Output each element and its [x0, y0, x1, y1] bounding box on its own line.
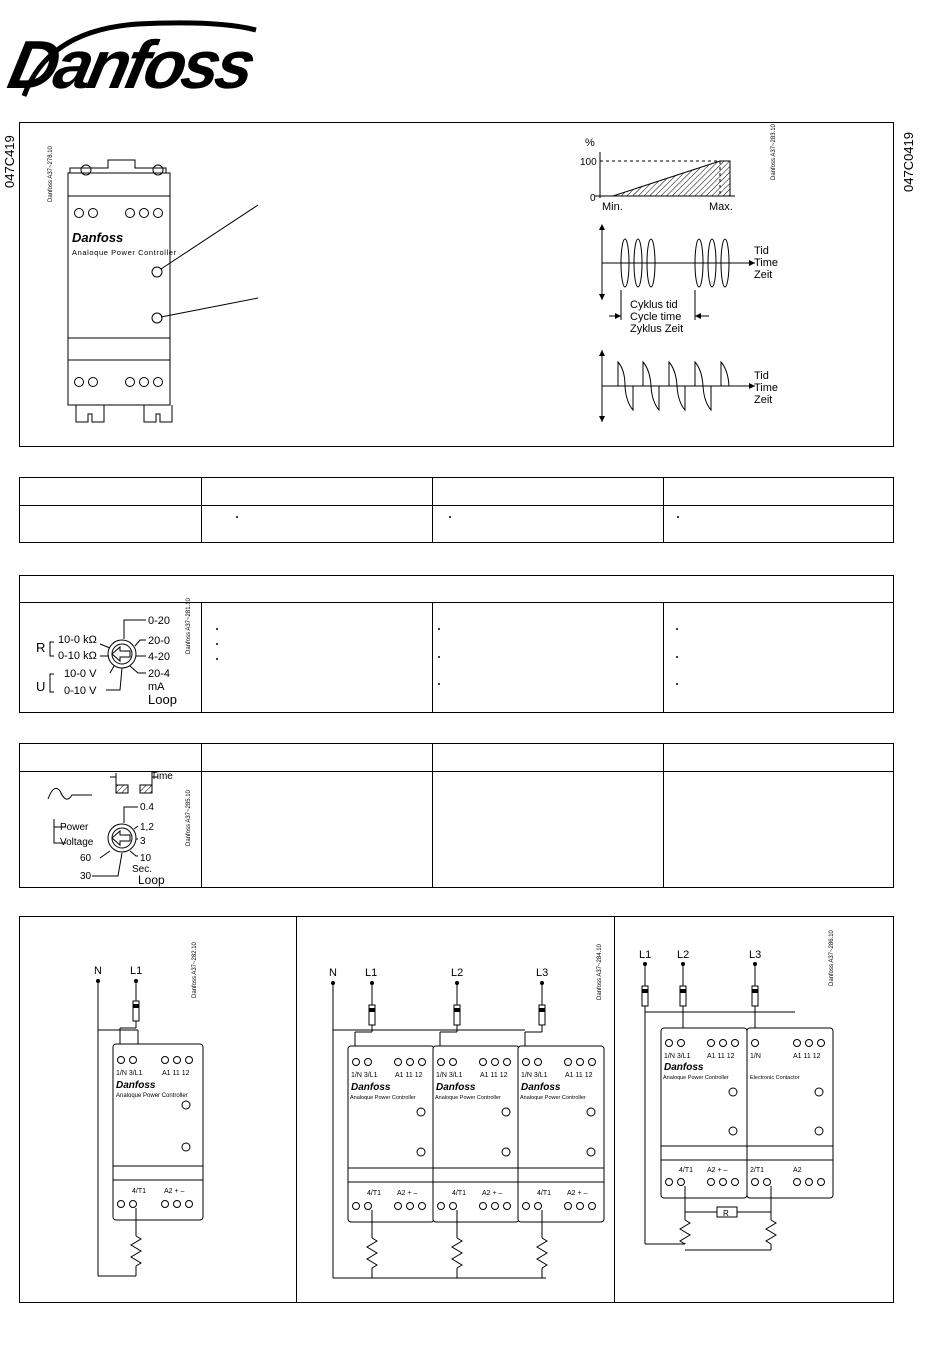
svg-text:20-0: 20-0 — [148, 635, 171, 647]
svg-text:Danfoss A37~282.10: Danfoss A37~282.10 — [192, 942, 198, 998]
svg-text:L3: L3 — [749, 949, 762, 961]
svg-text:1/N 3/L1: 1/N 3/L1 — [116, 1070, 143, 1077]
svg-text:Danfoss A37~286.10: Danfoss A37~286.10 — [829, 930, 835, 986]
svg-text:L1: L1 — [639, 949, 652, 961]
svg-text:R: R — [36, 640, 46, 655]
svg-text:A2: A2 — [793, 1167, 802, 1174]
svg-text:A1 11 12: A1 11 12 — [793, 1053, 821, 1060]
svg-text:20-4: 20-4 — [148, 668, 171, 680]
input-selector-dial — [30, 598, 200, 710]
svg-text:10-0 kΩ: 10-0 kΩ — [58, 634, 97, 646]
svg-text:1/N: 1/N — [750, 1053, 761, 1060]
svg-text:1/N 3/L1: 1/N 3/L1 — [664, 1053, 691, 1060]
svg-text:4/T1: 4/T1 — [132, 1188, 147, 1195]
svg-text:Danfoss: Danfoss — [2, 26, 259, 103]
waveform-diagram — [580, 124, 805, 435]
svg-text:4/T1: 4/T1 — [679, 1167, 694, 1174]
svg-text:Electronic Contactor: Electronic Contactor — [750, 1075, 800, 1081]
svg-text:1,2: 1,2 — [140, 822, 154, 833]
svg-text:4-20: 4-20 — [148, 651, 171, 663]
svg-text:Zeit: Zeit — [754, 394, 773, 406]
svg-text:Danfoss A37~281.10: Danfoss A37~281.10 — [186, 598, 192, 654]
svg-text:A2 + –: A2 + – — [164, 1188, 185, 1195]
svg-text:Analoque Power Controller: Analoque Power Controller — [350, 1095, 416, 1101]
svg-text:0-10 kΩ: 0-10 kΩ — [58, 650, 97, 662]
wiring-single-phase — [80, 942, 230, 1288]
svg-text:A1 11 12: A1 11 12 — [395, 1072, 423, 1079]
svg-text:R: R — [723, 1209, 729, 1218]
cycle-selector-dial — [30, 771, 200, 887]
svg-text:Cyklus tid: Cyklus tid — [630, 299, 678, 311]
svg-text:1/N 3/L1: 1/N 3/L1 — [351, 1072, 378, 1079]
device-drawing — [40, 146, 280, 430]
svg-text:Time: Time — [754, 257, 779, 269]
svg-text:Min.: Min. — [602, 201, 623, 213]
svg-text:Danfoss: Danfoss — [116, 1080, 156, 1091]
wiring-three-phase — [325, 944, 610, 1290]
svg-text:0.4: 0.4 — [140, 802, 154, 813]
svg-text:%: % — [585, 137, 595, 149]
svg-text:Time: Time — [754, 382, 779, 394]
svg-text:Cycle time: Cycle time — [630, 311, 682, 323]
svg-text:U: U — [36, 679, 46, 694]
svg-text:2/T1: 2/T1 — [750, 1167, 765, 1174]
svg-text:Tid: Tid — [754, 245, 769, 257]
svg-text:Danfoss A37~285.10: Danfoss A37~285.10 — [186, 790, 192, 846]
svg-text:Zeit: Zeit — [754, 269, 773, 281]
brand-logo — [2, 10, 263, 110]
svg-text:Tid: Tid — [754, 370, 769, 382]
svg-text:Sec.: Sec. — [132, 864, 153, 875]
doc-code-right: 047C0419 — [901, 132, 916, 192]
svg-text:Power: Power — [60, 822, 89, 833]
svg-text:Voltage: Voltage — [60, 837, 94, 848]
svg-text:Time: Time — [151, 771, 173, 782]
svg-text:0: 0 — [590, 193, 596, 204]
svg-text:mA: mA — [148, 681, 165, 693]
svg-text:L2: L2 — [451, 967, 464, 979]
svg-text:Zyklus Zeit: Zyklus Zeit — [630, 323, 684, 335]
svg-text:L1: L1 — [130, 965, 143, 977]
svg-text:10: 10 — [140, 853, 152, 864]
svg-text:4/T1: 4/T1 — [367, 1190, 382, 1197]
svg-text:Analoque Power Controller: Analoque Power Controller — [663, 1075, 729, 1081]
doc-code-left: 047C419 — [2, 135, 17, 188]
svg-text:A1 11 12: A1 11 12 — [707, 1053, 735, 1060]
svg-text:L3: L3 — [536, 967, 549, 979]
svg-text:100: 100 — [580, 157, 597, 168]
svg-text:0-20: 0-20 — [148, 615, 171, 627]
svg-text:L2: L2 — [677, 949, 690, 961]
device-stamp: Danfoss A37~278.10 — [48, 146, 54, 202]
svg-text:Danfoss A37~284.10: Danfoss A37~284.10 — [597, 944, 603, 1000]
svg-text:N: N — [329, 967, 337, 979]
svg-text:Danfoss: Danfoss — [664, 1062, 704, 1073]
spec-table-1 — [19, 477, 894, 543]
svg-text:0-10 V: 0-10 V — [64, 685, 97, 697]
svg-text:A2 + –: A2 + – — [397, 1190, 418, 1197]
svg-text:Analoque Power Controller: Analoque Power Controller — [116, 1093, 188, 1099]
svg-text:Danfoss A37~283.10: Danfoss A37~283.10 — [771, 124, 777, 180]
svg-text:30: 30 — [80, 871, 92, 882]
svg-text:Max.: Max. — [709, 201, 733, 213]
svg-text:L1: L1 — [365, 967, 378, 979]
device-label: Analoque Power Controller — [72, 248, 177, 257]
device-logo: Danfoss — [72, 230, 124, 245]
svg-text:A1 11 12: A1 11 12 — [162, 1070, 190, 1077]
svg-text:N: N — [94, 965, 102, 977]
svg-text:3: 3 — [140, 836, 146, 847]
svg-text:10-0 V: 10-0 V — [64, 668, 97, 680]
svg-text:Loop: Loop — [148, 692, 177, 707]
svg-text:60: 60 — [80, 853, 92, 864]
wiring-combination — [635, 930, 885, 1272]
svg-text:A2 + –: A2 + – — [707, 1167, 728, 1174]
svg-text:Loop: Loop — [138, 873, 165, 887]
svg-text:Danfoss: Danfoss — [351, 1082, 391, 1093]
